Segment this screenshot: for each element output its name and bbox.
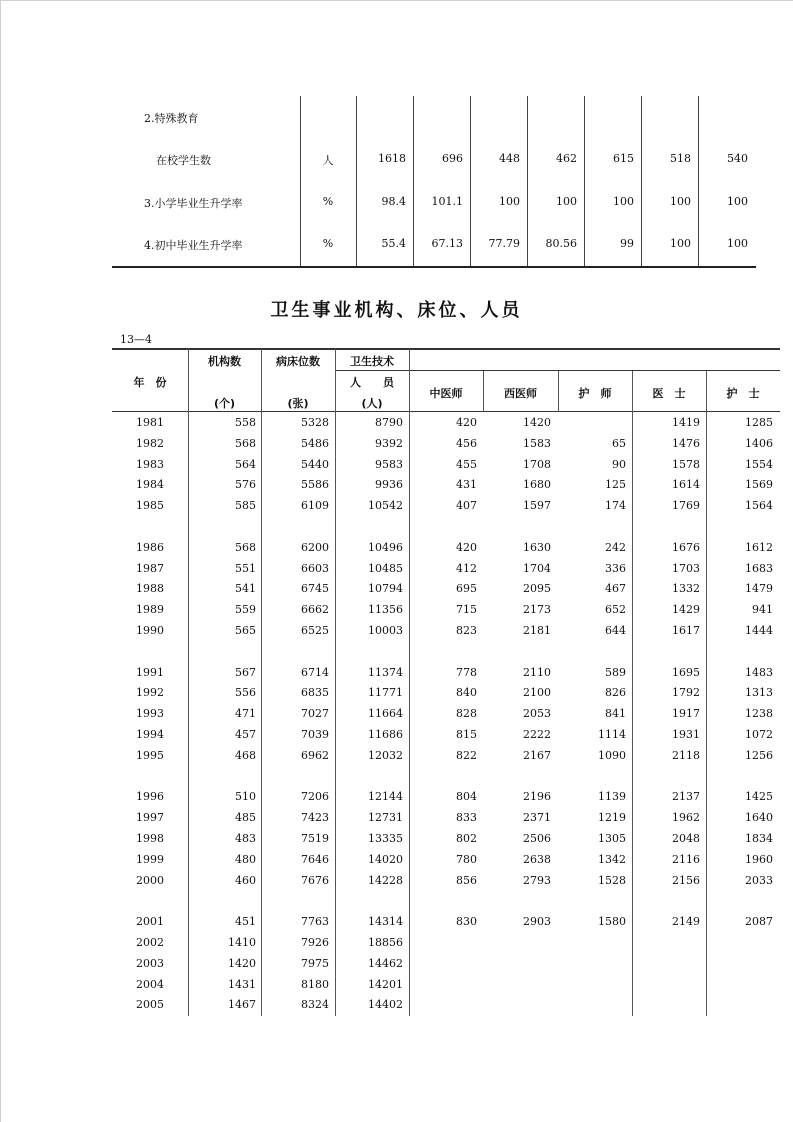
tcm-doctor-cell: 412 xyxy=(456,561,477,575)
assistant-doctor-cell: 1332 xyxy=(672,582,700,596)
column-divider xyxy=(409,349,410,1016)
western-doctor-cell: 2903 xyxy=(523,915,551,929)
beds-cell: 6603 xyxy=(301,561,329,575)
institutions-cell: 510 xyxy=(235,790,256,804)
tcm-doctor-cell: 804 xyxy=(456,790,477,804)
tech-staff-cell: 10542 xyxy=(368,499,403,513)
tech-staff-cell: 10003 xyxy=(368,624,403,637)
assistant-doctor-cell: 1578 xyxy=(672,457,700,471)
senior-nurse-cell: 1305 xyxy=(598,832,626,845)
nurse-cell: 1313 xyxy=(745,686,773,700)
value-cell: 100 xyxy=(499,195,520,208)
assistant-doctor-cell: 1429 xyxy=(672,603,700,617)
page-title: 卫生事业机构、床位、人员 xyxy=(270,300,523,321)
western-doctor-cell: 2793 xyxy=(523,873,551,887)
year-cell: 1986 xyxy=(136,540,164,554)
tcm-doctor-cell: 455 xyxy=(456,457,477,471)
value-cell: 99 xyxy=(620,237,634,250)
nurse-cell: 1564 xyxy=(745,499,773,513)
senior-nurse-cell: 644 xyxy=(605,624,626,637)
senior-nurse-cell: 1139 xyxy=(598,790,626,804)
year-cell: 1991 xyxy=(136,665,164,679)
senior-nurse-cell: 242 xyxy=(605,540,626,554)
header-bottom-rule xyxy=(112,411,780,412)
tech-staff-cell: 14314 xyxy=(368,915,403,929)
institutions-cell: 541 xyxy=(235,582,256,596)
year-cell: 1989 xyxy=(136,603,164,617)
institutions-cell: 1467 xyxy=(228,998,256,1012)
beds-cell: 6745 xyxy=(301,582,329,596)
senior-nurse-cell: 65 xyxy=(612,436,626,450)
institutions-cell: 556 xyxy=(235,686,256,700)
beds-cell: 7646 xyxy=(301,852,329,866)
value-cell: 100 xyxy=(613,195,634,208)
tech-staff-cell: 18856 xyxy=(368,936,403,949)
western-doctor-cell: 1630 xyxy=(523,540,551,554)
tcm-doctor-cell: 822 xyxy=(456,748,477,762)
senior-nurse-cell: 652 xyxy=(605,603,626,617)
year-cell: 2000 xyxy=(136,873,164,887)
western-doctor-cell: 2222 xyxy=(523,728,551,741)
senior-nurse-cell: 589 xyxy=(605,665,626,679)
assistant-doctor-cell: 1476 xyxy=(672,436,700,450)
nurse-cell: 1444 xyxy=(745,624,773,637)
year-cell: 1994 xyxy=(136,728,164,741)
western-doctor-cell: 1680 xyxy=(523,478,551,492)
senior-nurse-cell: 1580 xyxy=(598,915,626,929)
tech-staff-cell: 11374 xyxy=(368,665,403,679)
year-cell: 1985 xyxy=(136,499,164,513)
assistant-doctor-cell: 2156 xyxy=(672,873,700,887)
tcm-doctor-cell: 833 xyxy=(456,811,477,825)
year-cell: 1983 xyxy=(136,457,164,471)
institutions-cell: 1410 xyxy=(228,936,256,949)
senior-nurse-cell: 841 xyxy=(605,707,626,721)
tech-staff-cell: 10485 xyxy=(368,561,403,575)
tech-staff-cell: 8790 xyxy=(375,416,403,429)
header-senior-nurse: 护 师 xyxy=(578,387,612,400)
western-doctor-cell: 2181 xyxy=(523,624,551,637)
institutions-cell: 1420 xyxy=(228,956,256,970)
western-doctor-cell: 2095 xyxy=(523,582,551,596)
tcm-doctor-cell: 456 xyxy=(456,436,477,450)
value-cell: 100 xyxy=(727,237,748,250)
year-cell: 1997 xyxy=(136,811,164,825)
institutions-cell: 551 xyxy=(235,561,256,575)
header-beds-unit: (张) xyxy=(287,397,309,410)
year-cell: 1995 xyxy=(136,748,164,762)
institutions-cell: 559 xyxy=(235,603,256,617)
beds-cell: 7676 xyxy=(301,873,329,887)
column-divider xyxy=(335,349,336,1016)
senior-nurse-cell: 1528 xyxy=(598,873,626,887)
western-doctor-cell: 1704 xyxy=(523,561,551,575)
senior-nurse-cell: 1219 xyxy=(598,811,626,825)
nurse-cell: 1569 xyxy=(745,478,773,492)
value-cell: 77.79 xyxy=(488,237,520,250)
beds-cell: 7206 xyxy=(301,790,329,804)
western-doctor-cell: 1597 xyxy=(523,499,551,513)
beds-cell: 7763 xyxy=(301,915,329,929)
western-doctor-cell: 2167 xyxy=(523,748,551,762)
tcm-doctor-cell: 830 xyxy=(456,915,477,929)
year-cell: 1996 xyxy=(136,790,164,804)
senior-nurse-cell: 467 xyxy=(605,582,626,596)
assistant-doctor-cell: 1931 xyxy=(672,728,700,741)
nurse-cell: 1479 xyxy=(745,582,773,596)
tech-staff-cell: 10794 xyxy=(368,582,403,596)
tech-staff-cell: 14201 xyxy=(368,977,403,991)
assistant-doctor-cell: 1792 xyxy=(672,686,700,700)
value-cell: 100 xyxy=(670,237,691,250)
beds-cell: 7423 xyxy=(301,811,329,825)
institutions-cell: 460 xyxy=(235,873,256,887)
nurse-cell: 2087 xyxy=(745,915,773,929)
western-doctor-cell: 2638 xyxy=(523,852,551,866)
header-tech-staff: 卫生技术 xyxy=(350,355,394,368)
western-doctor-cell: 2100 xyxy=(523,686,551,700)
table-bottom-rule xyxy=(112,266,756,268)
assistant-doctor-cell: 2137 xyxy=(672,790,700,804)
senior-nurse-cell: 125 xyxy=(605,478,626,492)
western-doctor-cell: 1420 xyxy=(523,416,551,429)
table-top-rule xyxy=(112,348,780,350)
tcm-doctor-cell: 715 xyxy=(456,603,477,617)
year-cell: 1984 xyxy=(136,478,164,492)
year-cell: 1987 xyxy=(136,561,164,575)
assistant-doctor-cell: 1695 xyxy=(672,665,700,679)
tcm-doctor-cell: 802 xyxy=(456,832,477,845)
year-cell: 1999 xyxy=(136,852,164,866)
nurse-cell: 1612 xyxy=(745,540,773,554)
nurse-cell: 1285 xyxy=(745,416,773,429)
nurse-cell: 2033 xyxy=(745,873,773,887)
header-tcm-doctor: 中医师 xyxy=(429,387,463,400)
tech-staff-cell: 13335 xyxy=(368,832,403,845)
column-divider xyxy=(261,349,262,1016)
senior-nurse-cell: 174 xyxy=(605,499,626,513)
header-nurse: 护 士 xyxy=(726,387,760,400)
institutions-cell: 585 xyxy=(235,499,256,513)
tech-staff-cell: 14402 xyxy=(368,998,403,1012)
year-cell: 1982 xyxy=(136,436,164,450)
senior-nurse-cell: 1090 xyxy=(598,748,626,762)
value-cell: 100 xyxy=(670,195,691,208)
institutions-cell: 568 xyxy=(235,436,256,450)
year-cell: 2003 xyxy=(136,956,164,970)
year-cell: 2001 xyxy=(136,915,164,929)
institutions-cell: 565 xyxy=(235,624,256,637)
western-doctor-cell: 1583 xyxy=(523,436,551,450)
beds-cell: 7519 xyxy=(301,832,329,845)
senior-nurse-cell: 1114 xyxy=(598,728,626,741)
tech-staff-cell: 9936 xyxy=(375,478,403,492)
row-label: 在校学生数 xyxy=(156,154,211,167)
row-label: 3.小学毕业生升学率 xyxy=(144,197,243,210)
value-cell: 540 xyxy=(727,152,748,165)
tcm-doctor-cell: 856 xyxy=(456,873,477,887)
nurse-cell: 941 xyxy=(752,603,773,617)
institutions-cell: 451 xyxy=(235,915,256,929)
western-doctor-cell: 2371 xyxy=(523,811,551,825)
western-doctor-cell: 2110 xyxy=(523,665,551,679)
institutions-cell: 480 xyxy=(235,852,256,866)
beds-cell: 6662 xyxy=(301,603,329,617)
tech-staff-cell: 12032 xyxy=(368,748,403,762)
assistant-doctor-cell: 2048 xyxy=(672,832,700,845)
institutions-cell: 485 xyxy=(235,811,256,825)
beds-cell: 5586 xyxy=(301,478,329,492)
assistant-doctor-cell: 1676 xyxy=(672,540,700,554)
header-tech-staff-unit: (人) xyxy=(361,397,383,410)
assistant-doctor-cell: 1703 xyxy=(672,561,700,575)
assistant-doctor-cell: 2118 xyxy=(672,748,700,762)
beds-cell: 6109 xyxy=(301,499,329,513)
value-cell: 100 xyxy=(727,195,748,208)
tech-staff-cell: 11686 xyxy=(368,728,403,741)
header-year: 年 份 xyxy=(133,376,167,389)
tcm-doctor-cell: 778 xyxy=(456,665,477,679)
year-cell: 1993 xyxy=(136,707,164,721)
tech-staff-cell: 11664 xyxy=(368,707,403,721)
year-cell: 1992 xyxy=(136,686,164,700)
nurse-cell: 1406 xyxy=(745,436,773,450)
value-cell: 80.56 xyxy=(545,237,577,250)
column-divider xyxy=(188,349,189,1016)
beds-cell: 5328 xyxy=(301,416,329,429)
year-cell: 2004 xyxy=(136,977,164,991)
beds-cell: 6962 xyxy=(301,748,329,762)
year-cell: 1981 xyxy=(136,416,164,429)
western-doctor-cell: 2053 xyxy=(523,707,551,721)
value-cell: 67.13 xyxy=(431,237,463,250)
tech-staff-cell: 14462 xyxy=(368,956,403,970)
year-cell: 2002 xyxy=(136,936,164,949)
unit-cell: % xyxy=(322,237,334,250)
beds-cell: 6525 xyxy=(301,624,329,637)
assistant-doctor-cell: 1962 xyxy=(672,811,700,825)
institutions-cell: 564 xyxy=(235,457,256,471)
western-doctor-cell: 2506 xyxy=(523,832,551,845)
header-assistant-doctor: 医 士 xyxy=(652,387,686,400)
unit-cell: % xyxy=(322,195,334,208)
western-doctor-cell: 1708 xyxy=(523,457,551,471)
tech-staff-cell: 9583 xyxy=(375,457,403,471)
page-top-edge xyxy=(0,0,793,1)
value-cell: 615 xyxy=(613,152,634,165)
nurse-cell: 1238 xyxy=(745,707,773,721)
beds-cell: 6835 xyxy=(301,686,329,700)
beds-cell: 5486 xyxy=(301,436,329,450)
institutions-cell: 576 xyxy=(235,478,256,492)
nurse-cell: 1683 xyxy=(745,561,773,575)
value-cell: 55.4 xyxy=(381,237,406,250)
header-tech-staff-line2: 人 员 xyxy=(350,376,394,389)
western-doctor-cell: 2173 xyxy=(523,603,551,617)
unit-cell: 人 xyxy=(322,154,334,167)
tcm-doctor-cell: 840 xyxy=(456,686,477,700)
tcm-doctor-cell: 823 xyxy=(456,624,477,637)
nurse-cell: 1072 xyxy=(745,728,773,741)
row-label: 2.特殊教育 xyxy=(144,112,199,125)
value-cell: 696 xyxy=(442,152,463,165)
nurse-cell: 1425 xyxy=(745,790,773,804)
nurse-cell: 1554 xyxy=(745,457,773,471)
senior-nurse-cell: 90 xyxy=(612,457,626,471)
tcm-doctor-cell: 828 xyxy=(456,707,477,721)
header-institutions: 机构数 xyxy=(208,355,241,368)
senior-nurse-cell: 336 xyxy=(605,561,626,575)
value-cell: 1618 xyxy=(378,152,406,165)
page-left-edge xyxy=(0,0,1,1122)
assistant-doctor-cell: 2149 xyxy=(672,915,700,929)
nurse-cell: 1256 xyxy=(745,748,773,762)
tech-staff-cell: 14020 xyxy=(368,852,403,866)
tcm-doctor-cell: 695 xyxy=(456,582,477,596)
tcm-doctor-cell: 420 xyxy=(456,540,477,554)
beds-cell: 7926 xyxy=(301,936,329,949)
western-doctor-cell: 2196 xyxy=(523,790,551,804)
year-cell: 2005 xyxy=(136,998,164,1012)
nurse-cell: 1960 xyxy=(745,852,773,866)
year-cell: 1988 xyxy=(136,582,164,596)
value-cell: 462 xyxy=(556,152,577,165)
nurse-cell: 1483 xyxy=(745,665,773,679)
assistant-doctor-cell: 1419 xyxy=(672,416,700,429)
header-institutions-unit: (个) xyxy=(213,397,236,410)
beds-cell: 7975 xyxy=(301,956,329,970)
institutions-cell: 567 xyxy=(235,665,256,679)
column-divider xyxy=(632,371,633,1016)
beds-cell: 8324 xyxy=(301,998,329,1012)
row-label: 4.初中毕业生升学率 xyxy=(144,239,243,252)
assistant-doctor-cell: 1614 xyxy=(672,478,700,492)
senior-nurse-cell: 826 xyxy=(605,686,626,700)
institutions-cell: 558 xyxy=(235,416,256,429)
tech-staff-cell: 11771 xyxy=(368,686,403,700)
nurse-cell: 1640 xyxy=(745,811,773,825)
assistant-doctor-cell: 2116 xyxy=(672,852,700,866)
value-cell: 101.1 xyxy=(431,195,463,208)
value-cell: 100 xyxy=(556,195,577,208)
institutions-cell: 483 xyxy=(235,832,256,845)
institutions-cell: 457 xyxy=(235,728,256,741)
tech-staff-cell: 9392 xyxy=(375,436,403,450)
beds-cell: 7027 xyxy=(301,707,329,721)
year-cell: 1990 xyxy=(136,624,164,637)
assistant-doctor-cell: 1617 xyxy=(672,624,700,637)
senior-nurse-cell: 1342 xyxy=(598,852,626,866)
institutions-cell: 1431 xyxy=(228,977,256,991)
tech-staff-cell: 12144 xyxy=(368,790,403,804)
institutions-cell: 568 xyxy=(235,540,256,554)
value-cell: 448 xyxy=(499,152,520,165)
table-number: 13—4 xyxy=(120,333,152,346)
institutions-cell: 468 xyxy=(235,748,256,762)
assistant-doctor-cell: 1769 xyxy=(672,499,700,513)
tcm-doctor-cell: 780 xyxy=(456,852,477,866)
header-western-doctor: 西医师 xyxy=(504,387,537,400)
tech-staff-cell: 11356 xyxy=(368,603,403,617)
value-cell: 98.4 xyxy=(381,195,406,208)
tcm-doctor-cell: 431 xyxy=(456,478,477,492)
beds-cell: 8180 xyxy=(301,977,329,991)
column-divider xyxy=(706,371,707,1016)
beds-cell: 6714 xyxy=(301,665,329,679)
tech-staff-cell: 12731 xyxy=(368,811,403,825)
tcm-doctor-cell: 407 xyxy=(456,499,477,513)
year-cell: 1998 xyxy=(136,832,164,845)
tech-staff-cell: 14228 xyxy=(368,873,403,887)
tcm-doctor-cell: 420 xyxy=(456,416,477,429)
beds-cell: 7039 xyxy=(301,728,329,741)
assistant-doctor-cell: 1917 xyxy=(672,707,700,721)
header-beds: 病床位数 xyxy=(276,355,320,368)
value-cell: 518 xyxy=(670,152,691,165)
institutions-cell: 471 xyxy=(235,707,256,721)
beds-cell: 6200 xyxy=(301,540,329,554)
nurse-cell: 1834 xyxy=(745,832,773,845)
tech-staff-cell: 10496 xyxy=(368,540,403,554)
beds-cell: 5440 xyxy=(301,457,329,471)
tcm-doctor-cell: 815 xyxy=(456,728,477,741)
